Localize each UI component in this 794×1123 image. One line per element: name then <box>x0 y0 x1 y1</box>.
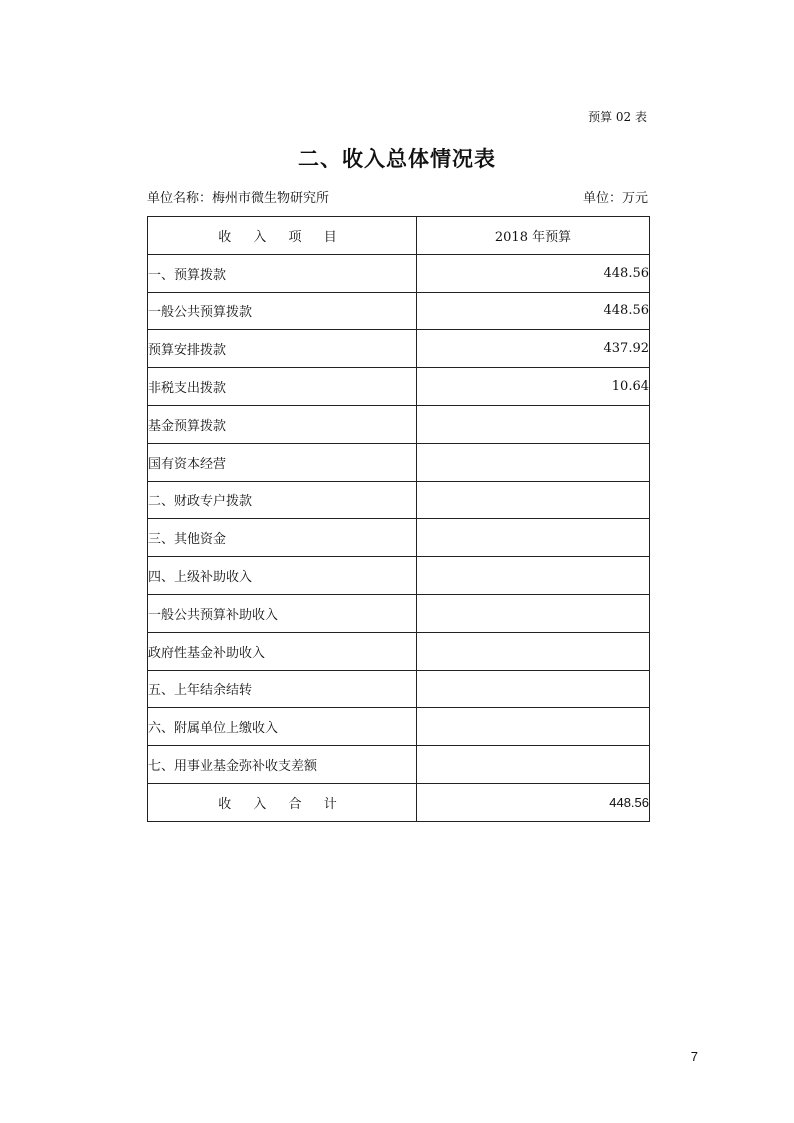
row-value: 437.92 <box>417 330 650 368</box>
total-label: 收 入 合 计 <box>148 783 417 821</box>
row-value <box>417 405 650 443</box>
income-table <box>147 216 650 822</box>
table-row <box>148 330 650 368</box>
page-number: 7 <box>690 1049 698 1064</box>
row-value <box>417 708 650 746</box>
row-label: 一般公共预算拨款 <box>148 292 417 330</box>
table-row <box>148 708 650 746</box>
row-label: 预算安排拨款 <box>148 330 417 368</box>
row-label: 基金预算拨款 <box>148 405 417 443</box>
row-value <box>417 519 650 557</box>
table-row <box>148 670 650 708</box>
row-value <box>417 746 650 784</box>
row-label: 二、财政专户拨款 <box>148 481 417 519</box>
row-label: 一、预算拨款 <box>148 254 417 292</box>
row-value: 448.56 <box>417 254 650 292</box>
row-label: 一般公共预算补助收入 <box>148 594 417 632</box>
row-value <box>417 594 650 632</box>
row-label: 国有资本经营 <box>148 443 417 481</box>
table-row <box>148 557 650 595</box>
row-value <box>417 632 650 670</box>
row-label: 三、其他资金 <box>148 519 417 557</box>
table-row <box>148 594 650 632</box>
unit-name: 单位名称：梅州市微生物研究所 <box>147 191 330 206</box>
table-row <box>148 632 650 670</box>
page-title: 二、收入总体情况表 <box>298 146 496 171</box>
table-row <box>148 481 650 519</box>
row-label: 六、附属单位上缴收入 <box>148 708 417 746</box>
row-label: 七、用事业基金弥补收支差额 <box>148 746 417 784</box>
row-label: 五、上年结余结转 <box>148 670 417 708</box>
row-value <box>417 443 650 481</box>
table-row <box>148 292 650 330</box>
row-value <box>417 670 650 708</box>
row-value: 448.56 <box>417 292 650 330</box>
table-row <box>148 746 650 784</box>
row-label: 非税支出拨款 <box>148 368 417 406</box>
form-number: 预算 02 表 <box>588 110 647 124</box>
row-label: 政府性基金补助收入 <box>148 632 417 670</box>
row-value: 10.64 <box>417 368 650 406</box>
table-row <box>148 254 650 292</box>
table-row <box>148 368 650 406</box>
unit-line <box>147 187 648 206</box>
total-row <box>148 783 650 821</box>
table-header-row <box>148 217 650 255</box>
header-item: 收 入 项 目 <box>148 217 417 255</box>
table-row <box>148 443 650 481</box>
table-row <box>148 405 650 443</box>
table-row <box>148 519 650 557</box>
row-value <box>417 557 650 595</box>
total-value: 448.56 <box>417 783 650 821</box>
unit-currency: 单位：万元 <box>582 191 648 206</box>
row-label: 四、上级补助收入 <box>148 557 417 595</box>
header-year: 2018 年预算 <box>417 217 650 255</box>
row-value <box>417 481 650 519</box>
